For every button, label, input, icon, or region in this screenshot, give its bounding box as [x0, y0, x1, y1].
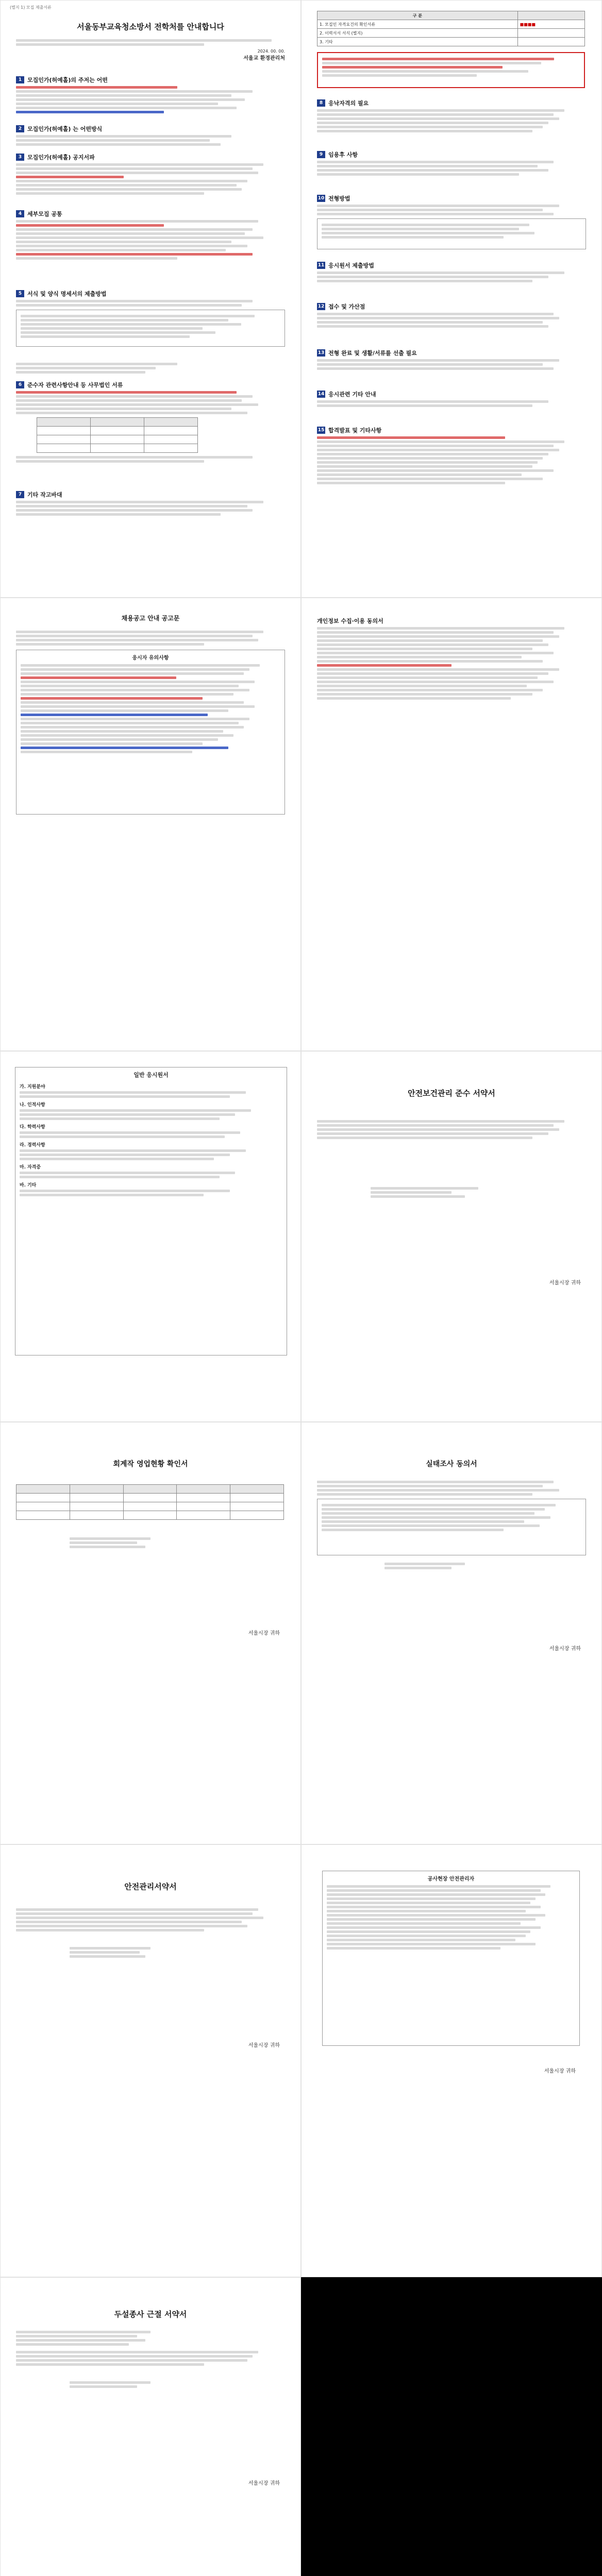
- document-page-6: [301, 1051, 602, 1422]
- intro-block: [16, 38, 285, 61]
- section-title: 전형방법: [328, 195, 350, 202]
- section-15: [317, 423, 586, 486]
- section-number-badge: 6: [16, 381, 24, 388]
- business-status-table: [16, 1484, 284, 1520]
- table-row: 3. 기타: [317, 38, 518, 46]
- section-9: [317, 147, 586, 177]
- recipient-line: 서울시장 귀하: [248, 2481, 280, 2486]
- page-title: 일반 응시원서: [133, 1072, 169, 1078]
- notice-box: [16, 310, 285, 347]
- section-title: 모집인가(허예홀) 공지서파: [27, 154, 95, 161]
- table-row: 2. 이력서서 서식 (별지): [317, 29, 518, 38]
- section-number-badge: 13: [317, 350, 325, 355]
- form-box: [15, 1067, 287, 1355]
- ban-pledge-body: [16, 2329, 285, 2389]
- page3-body: [16, 629, 285, 815]
- schedule-box: [317, 218, 586, 249]
- warning-box: [317, 52, 585, 88]
- safety-pledge-body: [16, 1907, 285, 1959]
- pledge-body: [317, 1118, 586, 1141]
- recipient-line: 서울시장 귀하: [549, 1280, 581, 1286]
- page-title: 두설종사 근절 서약서: [114, 2310, 187, 2319]
- empty-dark-area: [301, 2277, 602, 2576]
- notice-date: 2024. 00. 00.: [257, 49, 285, 54]
- section-title: 모집인가(허예홀) 는 어떤방식: [27, 126, 103, 132]
- consent-body: [317, 1479, 586, 1571]
- recipient-line: 서울시장 귀하: [248, 2043, 280, 2048]
- document-page-9: [0, 1844, 301, 2277]
- page-title: 회계작 영업현황 확인서: [113, 1460, 188, 1468]
- notice-org: 서울교 환경관리처: [243, 56, 285, 61]
- section-14: [317, 387, 586, 409]
- page-title: 서울동부교육청소방서 전학처를 안내합니다: [77, 22, 224, 31]
- section-title: 세부모집 공통: [27, 211, 62, 217]
- section-10: [317, 191, 586, 249]
- document-page-11: [0, 2277, 301, 2576]
- section-13: [317, 346, 586, 371]
- section-number-badge: 14: [317, 392, 325, 397]
- section-title: 서식 및 양식 명세서의 제출방법: [27, 291, 107, 297]
- document-page-7: [0, 1422, 301, 1844]
- table-header: 구 분: [317, 11, 518, 20]
- section-6: [16, 361, 285, 464]
- form-item: 다. 학력사항: [20, 1125, 45, 1130]
- section-5: [16, 286, 285, 347]
- section-title: 모집인가(허예홀)의 주저는 어떤: [27, 77, 108, 83]
- section-title: 전형 완료 및 생활/서류를 선출 필요: [328, 350, 417, 357]
- box-title: 응시자 유의사항: [132, 655, 169, 661]
- section-number-badge: 7: [16, 491, 24, 498]
- section-number-badge: 1: [16, 76, 24, 83]
- section-12: [317, 299, 586, 329]
- section-title: 기타 작고바대: [27, 492, 62, 498]
- section-number-badge: 11: [317, 263, 325, 268]
- document-page-2: [301, 0, 602, 598]
- documents-table: 구 분 1. 모집인 자격요건의 확인서류 ■■■■ 2. 이력서서 서식 (별지) 3. 기타: [317, 11, 585, 46]
- section-7: [16, 487, 285, 517]
- page-header-note: (별지 1) 모집 제출서류: [10, 5, 52, 10]
- box-title: 공사현장 안전관리자: [427, 1876, 475, 1882]
- page4-body: [317, 614, 586, 701]
- section-number-badge: 12: [317, 304, 325, 309]
- section-title: 합격발표 및 기타사항: [328, 427, 382, 434]
- signature-block: [16, 1536, 285, 1550]
- section-8: [317, 96, 586, 134]
- section-title: 접수 및 가산점: [328, 303, 365, 310]
- section-title: 응시관련 기타 안내: [328, 391, 376, 398]
- page-title: 실태조사 동의서: [426, 1460, 477, 1468]
- document-page-5: [0, 1051, 301, 1422]
- section-2: [16, 122, 285, 147]
- section-number-badge: 15: [317, 428, 325, 433]
- document-page-10: [301, 1844, 602, 2277]
- page-title: 개인정보 수집·이용 동의서: [317, 618, 383, 624]
- section-4: [16, 207, 285, 261]
- form-item: 라. 경력사항: [20, 1143, 45, 1148]
- section-number-badge: 8: [317, 99, 325, 107]
- consent-items-box: [317, 1499, 586, 1555]
- section-number-badge: 9: [317, 151, 325, 158]
- section-11: [317, 258, 586, 284]
- applicant-notice-box: [16, 650, 285, 815]
- document-page-8: [301, 1422, 602, 1844]
- form-item: 가. 지원분야: [20, 1084, 45, 1090]
- form-item: 마. 자격증: [20, 1165, 41, 1170]
- section-1: [16, 73, 285, 115]
- section-number-badge: 4: [16, 210, 24, 217]
- signature-block: [317, 1185, 586, 1199]
- document-page-3: [0, 598, 301, 1051]
- form-item: 나. 인적사항: [20, 1103, 45, 1108]
- page-title: 안전보건관리 준수 서약서: [408, 1089, 495, 1098]
- section-number-badge: 5: [16, 290, 24, 297]
- section-number-badge: 10: [317, 196, 325, 201]
- section-title: 준수자 관련사항안내 등 사무법인 서류: [27, 382, 123, 388]
- site-safety-box: [322, 1871, 580, 2046]
- section-number-badge: 3: [16, 154, 24, 161]
- recipient-line: 서울시장 귀하: [544, 2069, 576, 2074]
- form-item: 바. 기타: [20, 1183, 37, 1188]
- section-title: 임용후 사항: [328, 151, 358, 158]
- page-title: 안전관리서약서: [124, 1882, 177, 1891]
- table-row: 1. 모집인 자격요건의 확인서류: [317, 20, 518, 29]
- recipient-line: 서울시장 귀하: [248, 1631, 280, 1636]
- fee-table: [37, 417, 198, 453]
- document-page-1: [0, 0, 301, 598]
- page-title: 채용공고 안내 공고문: [121, 615, 180, 622]
- section-number-badge: 2: [16, 125, 24, 132]
- recipient-line: 서울시장 귀하: [549, 1646, 581, 1652]
- section-title: 응시원서 제출방법: [328, 262, 374, 269]
- section-title: 응낙자격의 필요: [328, 100, 369, 107]
- section-3: [16, 150, 285, 196]
- document-page-4: [301, 598, 602, 1051]
